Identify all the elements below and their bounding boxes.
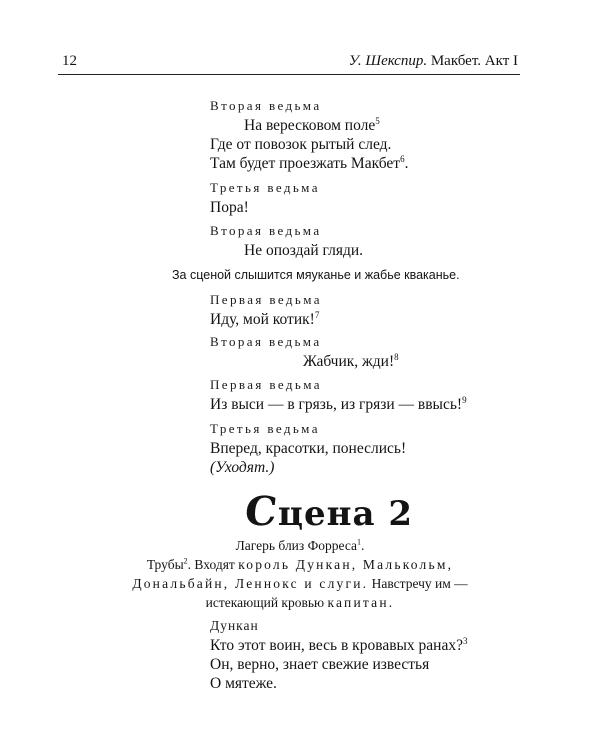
footnote-ref: 8 [394,351,399,362]
scene-title-word: цена [277,494,376,534]
speaker-first-witch: Первая ведьма [210,292,322,307]
speaker-second-witch: Вторая ведьма [210,223,322,238]
footnote-ref: 3 [463,635,468,646]
footnote-ref: 7 [314,309,320,320]
verse-line: Вперед, красотки, понеслись! [210,440,407,457]
footnote-ref: 5 [375,115,380,126]
speaker-second-witch: Вторая ведьма [210,334,322,349]
entrance-direction-line: истекающий кровью капитан. [205,595,395,610]
entrance-direction-line: Трубы$^2$. Входят король Дункан, Малькольм, [146,556,454,572]
speaker-first-witch: Первая ведьма [210,377,322,392]
header-rule [58,74,520,75]
running-header [349,53,518,70]
header-author: У. Шекспир. [348,53,428,69]
exit-direction: (Уходят.) [210,459,275,476]
footnote-ref: 2 [183,556,188,566]
speaker-third-witch: Третья ведьма [210,180,320,195]
speaker-second-witch: Вторая ведьма [210,98,322,113]
speaker-duncan: Дункан [210,618,259,633]
verse-line: О мятеже. [210,675,277,692]
verse-line: На вересковом поле$^5$ [244,115,380,134]
page-number: 12 [62,53,77,69]
entrance-direction-line: Дональбайн, Леннокс и слуги. Навстречу им — [132,576,468,591]
verse-line: Кто этот воин, весь в кровавых ранах?$^3$ [210,635,468,654]
verse-line: Не опоздай гляди. [244,242,364,259]
footnote-ref: 1 [357,537,361,547]
verse-line: Где от повозок рытый след. [210,136,392,153]
verse-line: Из выси — в грязь, из грязи — ввысь!$^9$ [210,394,467,413]
scene-title-initial: С [242,488,281,535]
footnote-ref: 9 [462,394,467,405]
stage-direction: За сценой слышится мяуканье и жабье кваканье. [172,268,460,282]
header-work: Макбет. Акт I [430,53,518,69]
verse-line: Там будет проезжать Макбет$^6$. [210,153,409,172]
verse-line: Жабчик, жди!$^8$ [303,351,399,370]
verse-line: Иду, мой котик!$^7$ [210,309,320,328]
scene-title [242,488,414,535]
speaker-third-witch: Третья ведьма [210,421,320,436]
footnote-ref: 6 [400,153,405,164]
verse-line: Он, верно, знает свежие известья [210,656,430,673]
scene-title-number: 2 [388,494,414,534]
scene-setting: Лагерь близ Форреса$^1$. [235,537,365,553]
verse-line: Пора! [210,199,249,216]
